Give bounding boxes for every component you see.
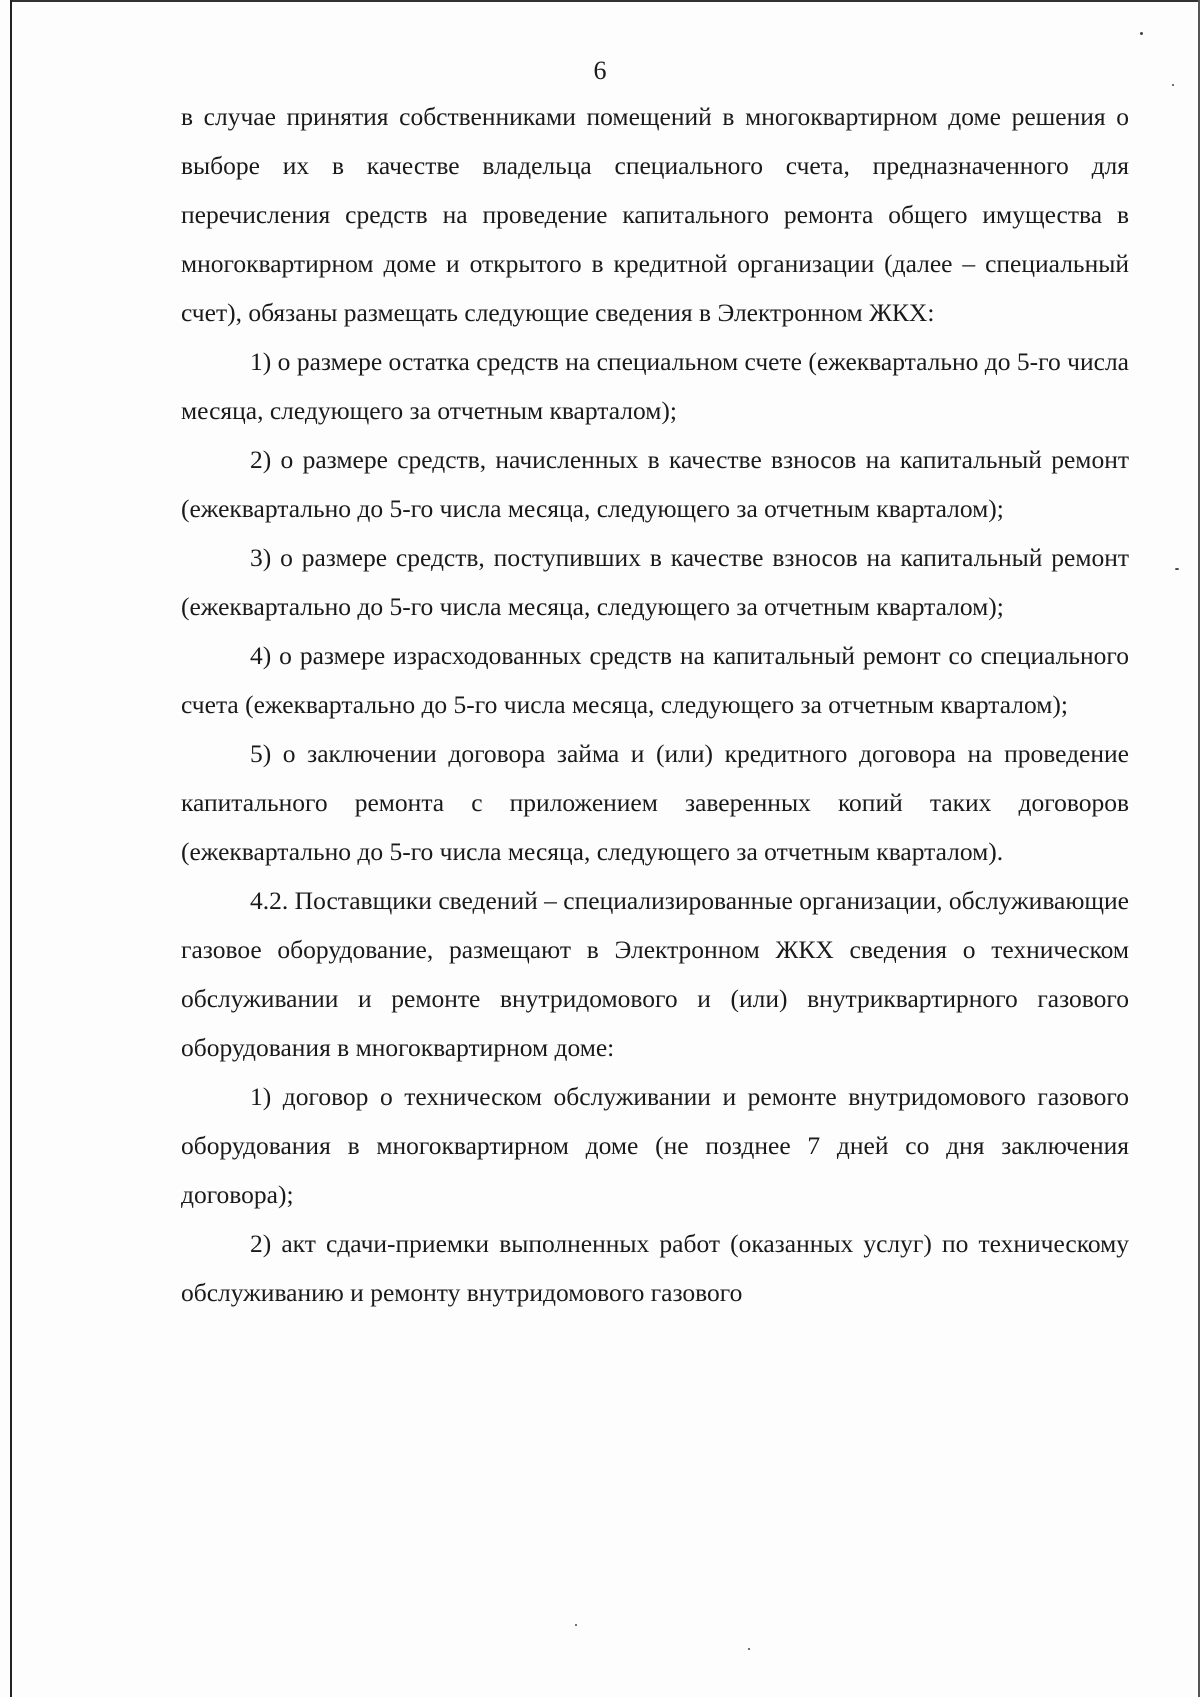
- scan-speck: [1172, 84, 1174, 86]
- scan-edge-top: [12, 0, 1200, 2]
- scan-edge-left: [10, 0, 12, 1697]
- paragraph-intro: в случае принятия собственниками помещений в многоквартирном доме решения о выборе их в качестве владельца специального счета, предназначенного для перечисления средств на проведение капитального ремонта общего имущества в многоквартирном доме и открытого в кредитной организации (далее – специальный счет), обязаны размещать следующие сведения в Электронном ЖКХ:: [181, 102, 1129, 327]
- paragraph-item-5: 5) о заключении договора займа и (или) кредитного договора на проведение капитального ремонта с приложением заверенных копий таких договоров (ежеквартально до 5-го числа месяца, следующего за отчетным кварталом).: [181, 739, 1129, 866]
- scan-speck: [575, 1624, 577, 1626]
- paragraph-item-2: 2) о размере средств, начисленных в качестве взносов на капитальный ремонт (ежеквартально до 5-го числа месяца, следующего за отчетным кварталом);: [181, 445, 1129, 523]
- scan-speck: [748, 1648, 750, 1650]
- document-body: [181, 92, 1129, 1317]
- paragraph-item-4: 4) о размере израсходованных средств на капитальный ремонт со специального счета (ежеквартально до 5-го числа месяца, следующего за отчетным кварталом);: [181, 641, 1129, 719]
- page-number: 6: [593, 56, 607, 85]
- scan-speck: [1175, 568, 1179, 570]
- paragraph-item-1: 1) о размере остатка средств на специальном счете (ежеквартально до 5-го числа месяца, следующего за отчетным кварталом);: [181, 347, 1129, 425]
- scan-speck: [1140, 32, 1143, 35]
- paragraph-item-3: 3) о размере средств, поступивших в качестве взносов на капитальный ремонт (ежеквартально до 5-го числа месяца, следующего за отчетным кварталом);: [181, 543, 1129, 621]
- paragraph-section-4-2: 4.2. Поставщики сведений – специализированные организации, обслуживающие газовое оборудование, размещают в Электронном ЖКХ сведения о техническом обслуживании и ремонте внутридомового и (или) внутриквартирного газового оборудования в многоквартирном доме:: [181, 886, 1129, 1062]
- paragraph-gas-item-1: 1) договор о техническом обслуживании и ремонте внутридомового газового оборудования в многоквартирном доме (не позднее 7 дней со дня заключения договора);: [181, 1082, 1129, 1209]
- paragraph-gas-item-2: 2) акт сдачи-приемки выполненных работ (оказанных услуг) по техническому обслуживанию и ремонту внутридомового газового: [181, 1229, 1129, 1307]
